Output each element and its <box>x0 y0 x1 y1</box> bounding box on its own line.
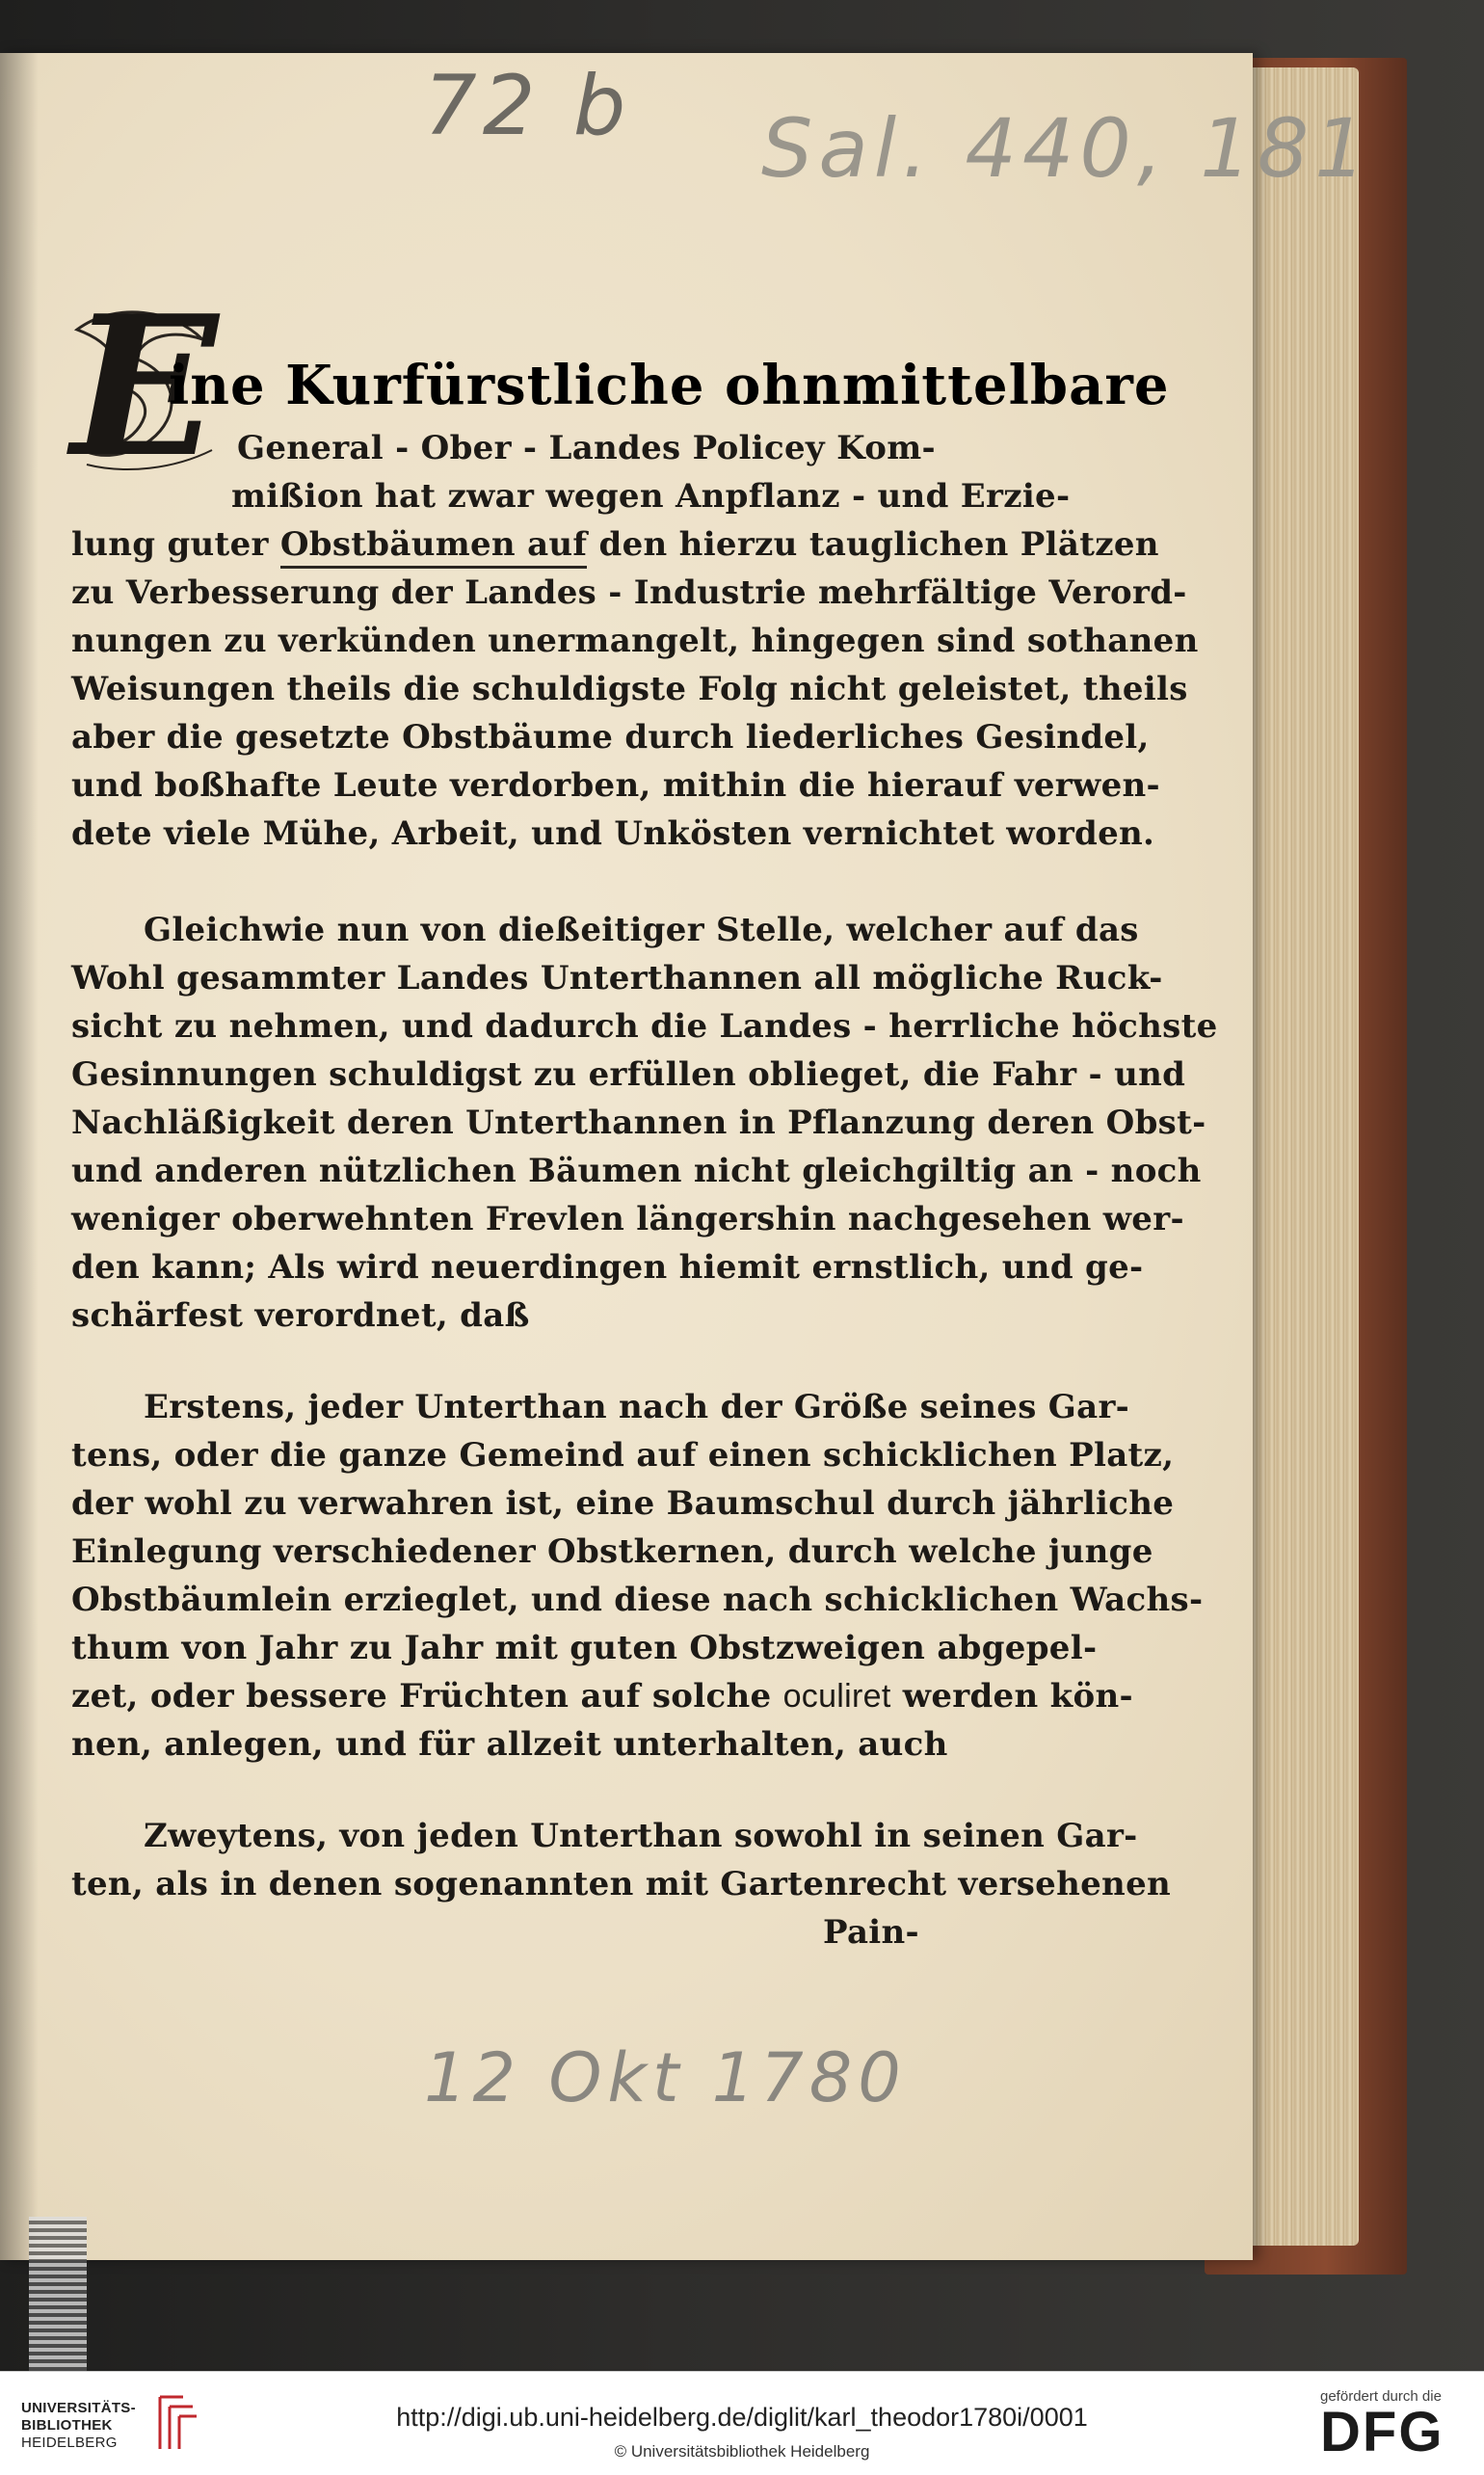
text-line: Weisungen theils die schuldigste Folg nicht geleistet, theils <box>71 670 1188 708</box>
heading-first-line: ine Kurfürstliche ohnmittelbare <box>169 354 1170 417</box>
text-line: den kann; Als wird neuerdingen hiemit ernstlich, und ge- <box>71 1248 1144 1287</box>
text-line: Erstens, jeder Unterthan nach der Größe seines Gar- <box>144 1388 1130 1426</box>
text-line: Nachläßigkeit deren Unterthannen in Pflanzung deren Obst- <box>71 1104 1206 1142</box>
text-segment: zet, oder bessere Früchten auf solche <box>71 1677 783 1716</box>
text-line: Obstbäumlein erzieglet, und diese nach schicklichen Wachs- <box>71 1581 1204 1619</box>
underlined-phrase: Obstbäumen auf <box>280 525 588 569</box>
text-line: dete viele Mühe, Arbeit, und Unkösten vernichtet worden. <box>71 814 1155 853</box>
library-logo-line2: BIBLIOTHEK <box>21 2417 113 2434</box>
text-line: und boßhafte Leute verdorben, mithin die hierauf verwen- <box>71 766 1160 805</box>
handwritten-note-shelfmark: 72 b <box>424 58 632 154</box>
text-line: thum von Jahr zu Jahr mit guten Obstzweigen abgepel- <box>71 1629 1098 1667</box>
text-line: ten, als in denen sogenannten mit Gartenrecht versehenen <box>71 1865 1172 1903</box>
text-line: und anderen nützlichen Bäumen nicht gleichgiltig an - noch <box>71 1152 1202 1190</box>
text-line: mißion hat zwar wegen Anpflanz - und Erzie- <box>231 477 1071 516</box>
gutter-shadow <box>0 53 39 2260</box>
decorated-initial: E <box>70 274 219 500</box>
roman-word: oculiret <box>782 1678 891 1715</box>
text-line: Gleichwie nun von dießeitiger Stelle, welcher auf das <box>144 911 1139 949</box>
dfg-logo[interactable]: DFG <box>1320 2401 1444 2463</box>
text-line <box>71 525 1159 564</box>
text-segment: den hierzu tauglichen Plätzen <box>587 525 1159 564</box>
text-line: weniger oberwehnten Frevlen längershin nachgesehen wer- <box>71 1200 1184 1238</box>
text-line: nungen zu verkünden unermangelt, hingegen sind sothanen <box>71 622 1199 660</box>
text-line: zu Verbesserung der Landes - Industrie mehrfältige Verord- <box>71 573 1187 612</box>
funding-label: gefördert durch die <box>1320 2388 1442 2405</box>
permalink-url[interactable]: http://digi.ub.uni-heidelberg.de/diglit/karl_theodor1780i/0001 <box>396 2403 1088 2432</box>
text-line: Gesinnungen schuldigst zu erfüllen oblieget, die Fahr - und <box>71 1055 1186 1094</box>
handwritten-note-signature: Sal. 440, 181 <box>761 101 1372 196</box>
text-line <box>237 429 936 467</box>
text-line <box>71 1677 1133 1716</box>
text-line: aber die gesetzte Obstbäume durch liederliches Gesindel, <box>71 718 1150 757</box>
catchword: Pain- <box>823 1913 919 1952</box>
text-line: tens, oder die ganze Gemeind auf einen schicklichen Platz, <box>71 1436 1175 1475</box>
text-line-content: General - Ober - Landes Policey Kom- <box>237 429 936 467</box>
library-logo-line1: UNIVERSITÄTS- <box>21 2400 136 2416</box>
text-segment: lung guter <box>71 525 280 564</box>
handwritten-note-date: 12 Okt 1780 <box>424 2038 907 2117</box>
text-line: der wohl zu verwahren ist, eine Baumschul durch jährliche <box>71 1484 1175 1523</box>
library-logo-line3: HEIDELBERG <box>21 2435 118 2451</box>
bookmark-ribbon <box>29 2217 87 2371</box>
text-line: Wohl gesammter Landes Unterthannen all mögliche Ruck- <box>71 959 1163 998</box>
text-line: schärfest verordnet, daß <box>71 1296 530 1335</box>
text-line: Einlegung verschiedener Obstkernen, durch welche junge <box>71 1532 1153 1571</box>
text-line: sicht zu nehmen, und dadurch die Landes - herrliche höchste <box>71 1007 1218 1046</box>
text-line: nen, anlegen, und für allzeit unterhalten, auch <box>71 1725 948 1764</box>
copyright-text: © Universitätsbibliothek Heidelberg <box>614 2442 870 2461</box>
text-line: Zweytens, von jeden Unterthan sowohl in seinen Gar- <box>144 1817 1138 1855</box>
text-segment: werden kön- <box>890 1677 1133 1716</box>
